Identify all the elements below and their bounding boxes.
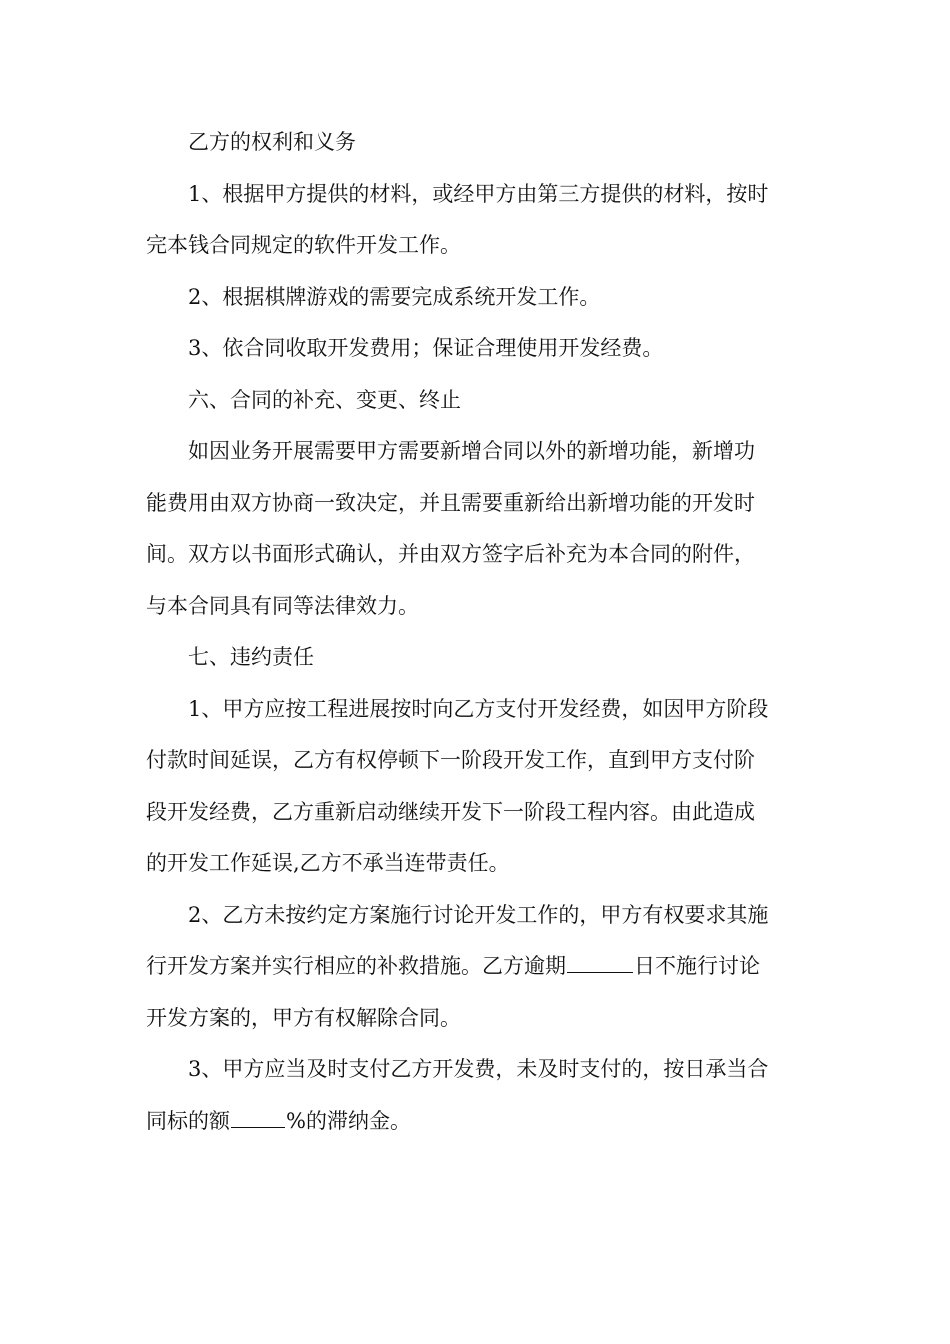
text-line: 1、甲方应按工程进展按时向乙方支付开发经费，如因甲方阶段 <box>188 696 769 721</box>
fill-in-blank-days[interactable] <box>567 953 633 973</box>
text-line: 付款时间延误，乙方有权停顿下一阶段开发工作，直到甲方支付阶 <box>146 748 755 772</box>
text-fragment: 行开发方案并实行相应的补救措施。乙方逾期 <box>146 954 566 978</box>
clause-7-3 <box>146 1044 810 1147</box>
text-line: 的开发工作延误,乙方不承当连带责任。 <box>146 851 510 875</box>
text-line: 能费用由双方协商一致决定，并且需要重新给出新增功能的开发时 <box>146 490 755 515</box>
contract-body <box>146 117 810 1147</box>
text-line: 如因业务开展需要甲方需要新增合同以外的新增功能，新增功 <box>188 439 755 463</box>
text-line: 开发方案的，甲方有权解除合同。 <box>146 1005 461 1030</box>
text-line-with-blank <box>146 1096 810 1148</box>
text-fragment: 同标的额 <box>146 1108 230 1133</box>
clause-7-2 <box>146 890 810 1045</box>
text-line: 段开发经费，乙方重新启动继续开发下一阶段工程内容。由此造成 <box>146 799 755 824</box>
text-line: 六、合同的补充、变更、终止 <box>188 387 461 412</box>
clause-b-3 <box>146 323 810 375</box>
text-fragment: 日不施行讨论 <box>634 954 760 978</box>
text-line-with-blank <box>146 941 810 993</box>
text-fragment: %的滞纳金。 <box>286 1108 411 1133</box>
text-line: 3、甲方应当及时支付乙方开发费，未及时支付的，按日承当合 <box>188 1057 769 1081</box>
heading-section-6 <box>146 375 810 427</box>
clause-b-2 <box>146 272 810 324</box>
clause-7-1 <box>146 684 810 890</box>
text-line: 2、根据棋牌游戏的需要完成系统开发工作。 <box>188 284 601 309</box>
heading-party-b-rights <box>146 117 810 169</box>
text-line: 完本钱合同规定的软件开发工作。 <box>146 233 461 257</box>
text-line: 乙方的权利和义务 <box>188 130 356 154</box>
text-line: 2、乙方未按约定方案施行讨论开发工作的，甲方有权要求其施 <box>188 902 769 927</box>
heading-section-7 <box>146 632 810 684</box>
text-line: 3、依合同收取开发费用；保证合理使用开发经费。 <box>188 336 664 360</box>
text-line: 间。双方以书面形式确认，并由双方签字后补充为本合同的附件， <box>146 542 755 566</box>
text-line: 1、根据甲方提供的材料，或经甲方由第三方提供的材料，按时 <box>188 181 769 206</box>
text-line: 与本合同具有同等法律效力。 <box>146 593 419 618</box>
text-line: 七、违约责任 <box>188 645 314 669</box>
fill-in-blank-percent[interactable] <box>231 1108 285 1128</box>
section-6-body <box>146 426 810 632</box>
clause-b-1 <box>146 169 810 272</box>
